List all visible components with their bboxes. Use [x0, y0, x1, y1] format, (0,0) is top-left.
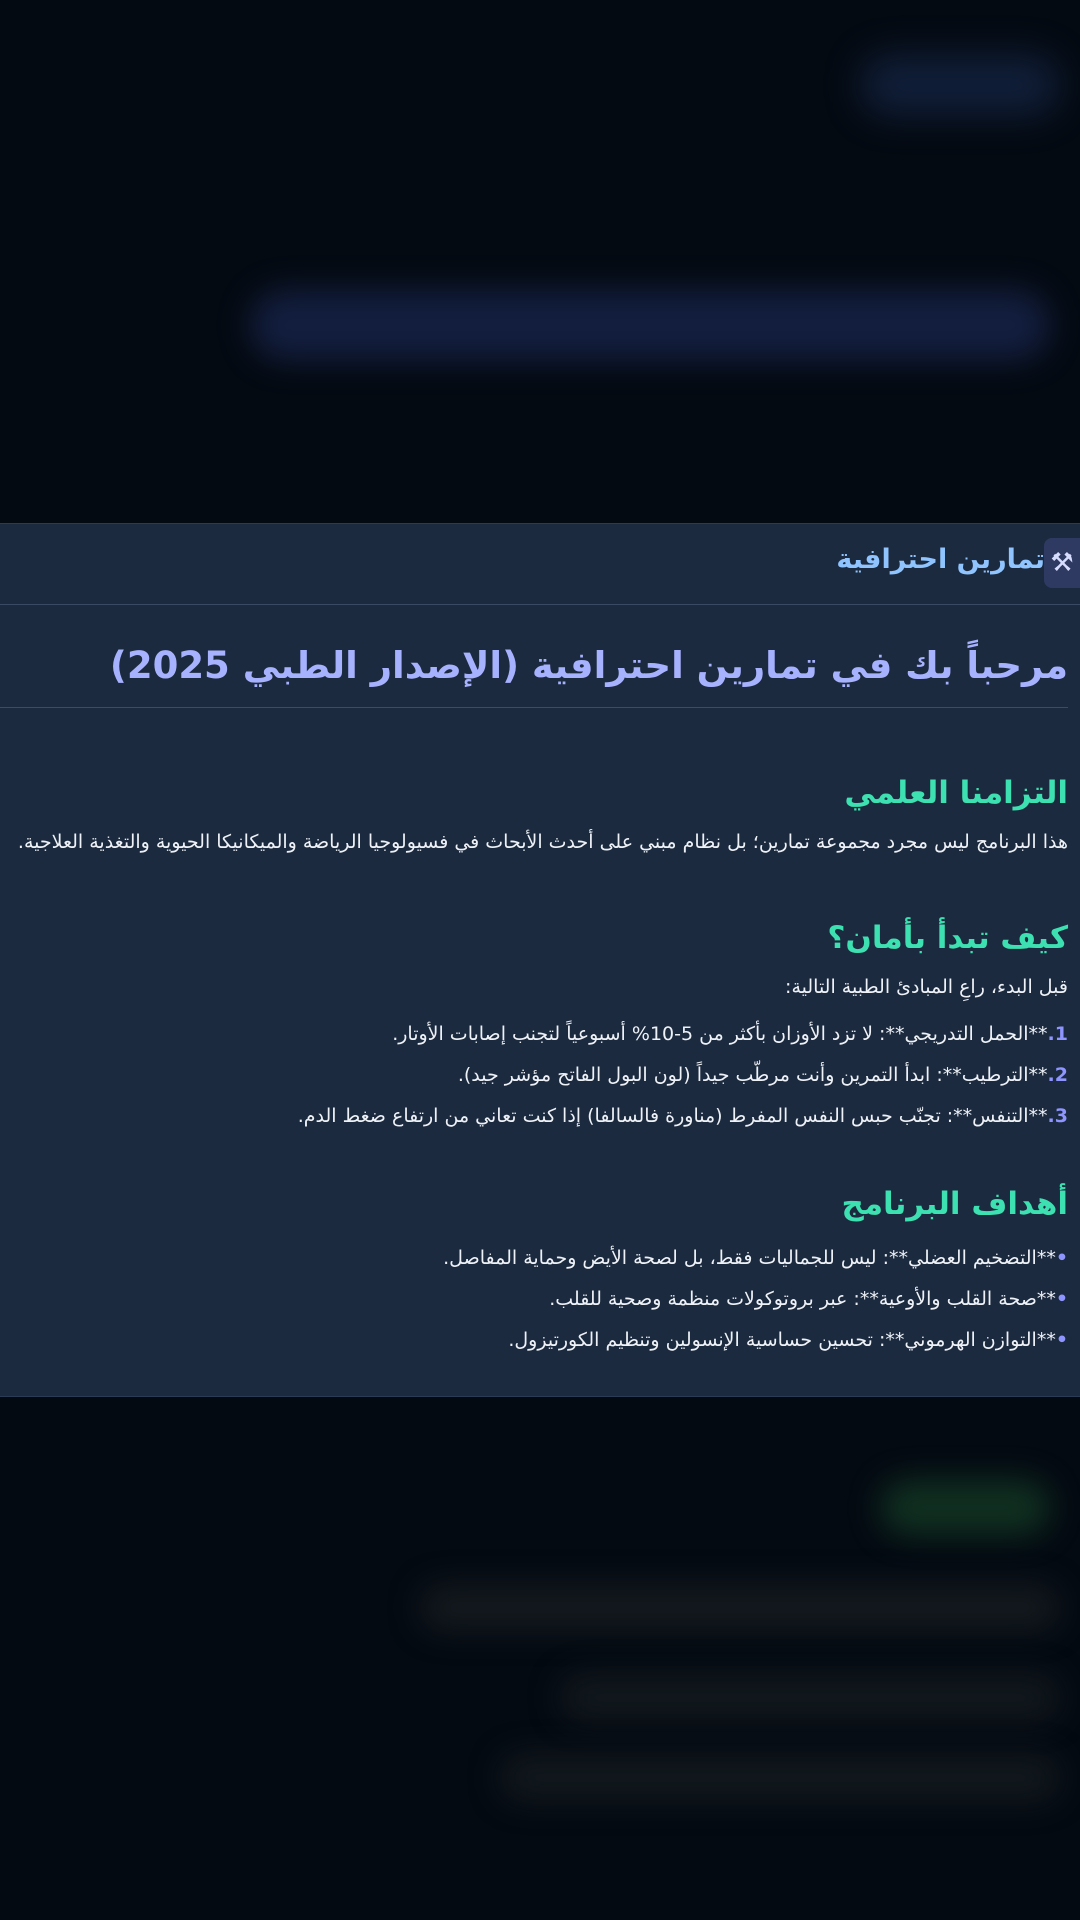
list-item-text: **الترطيب**: ابدأ التمرين وأنت مرطّب جيداً (لون البول الفاتح مؤشر جيد).	[457, 1064, 1048, 1086]
blurred-background-element	[250, 290, 1050, 360]
blurred-background-element	[500, 1755, 1060, 1800]
section-heading-safety: كيف تبدأ بأمان؟	[827, 920, 1068, 956]
section-heading-commitment: التزامنا العلمي	[844, 775, 1068, 811]
list-item-text: **التوازن الهرموني**: تحسين حساسية الإنسولين وتنظيم الكورتيزول.	[508, 1329, 1056, 1351]
list-number: 2.	[1047, 1064, 1068, 1086]
list-item	[443, 1279, 1068, 1320]
list-item	[298, 1014, 1068, 1055]
goals-list	[443, 1238, 1068, 1361]
blurred-background-element	[880, 1480, 1050, 1535]
bullet-marker: •	[1055, 1247, 1068, 1269]
list-item	[443, 1320, 1068, 1361]
list-item-text: **صحة القلب والأوعية**: عبر بروتوكولات منظمة وصحية للقلب.	[549, 1288, 1056, 1310]
safety-list	[298, 1014, 1068, 1137]
list-item	[298, 1096, 1068, 1137]
bullet-marker: •	[1055, 1288, 1068, 1310]
list-number: 3.	[1047, 1105, 1068, 1127]
page-title: مرحباً بك في تمارين احترافية (الإصدار الطبي 2025)	[109, 644, 1068, 687]
card-header	[0, 524, 1080, 605]
list-item-text: **التنفس**: تجنّب حبس النفس المفرط (مناورة فالسالفا) إذا كنت تعاني من ارتفاع ضغط الدم.	[297, 1105, 1048, 1127]
hammer-icon[interactable]: ⚒	[1044, 538, 1080, 588]
content-card	[0, 523, 1080, 1397]
blurred-background-element	[420, 1585, 1060, 1630]
app-title: تمارين احترافية	[836, 544, 1045, 575]
blurred-background-element	[860, 55, 1060, 115]
list-item	[298, 1055, 1068, 1096]
blurred-background-element	[560, 1675, 1060, 1720]
title-divider	[0, 707, 1068, 708]
section-heading-goals: أهداف البرنامج	[841, 1186, 1068, 1222]
commitment-text: هذا البرنامج ليس مجرد مجموعة تمارين؛ بل نظام مبني على أحدث الأبحاث في فسيولوجيا الرياضة والميكانيكا الحيوية والتغذية العلاجية.	[17, 831, 1068, 853]
list-item-text: **الحمل التدريجي**: لا تزد الأوزان بأكثر من 5-10% أسبوعياً لتجنب إصابات الأوتار.	[392, 1023, 1048, 1045]
bullet-marker: •	[1055, 1329, 1068, 1351]
list-number: 1.	[1047, 1023, 1068, 1045]
list-item	[443, 1238, 1068, 1279]
safety-intro: قبل البدء، راعِ المبادئ الطبية التالية:	[785, 976, 1068, 998]
list-item-text: **التضخيم العضلي**: ليس للجماليات فقط، بل لصحة الأيض وحماية المفاصل.	[443, 1247, 1056, 1269]
